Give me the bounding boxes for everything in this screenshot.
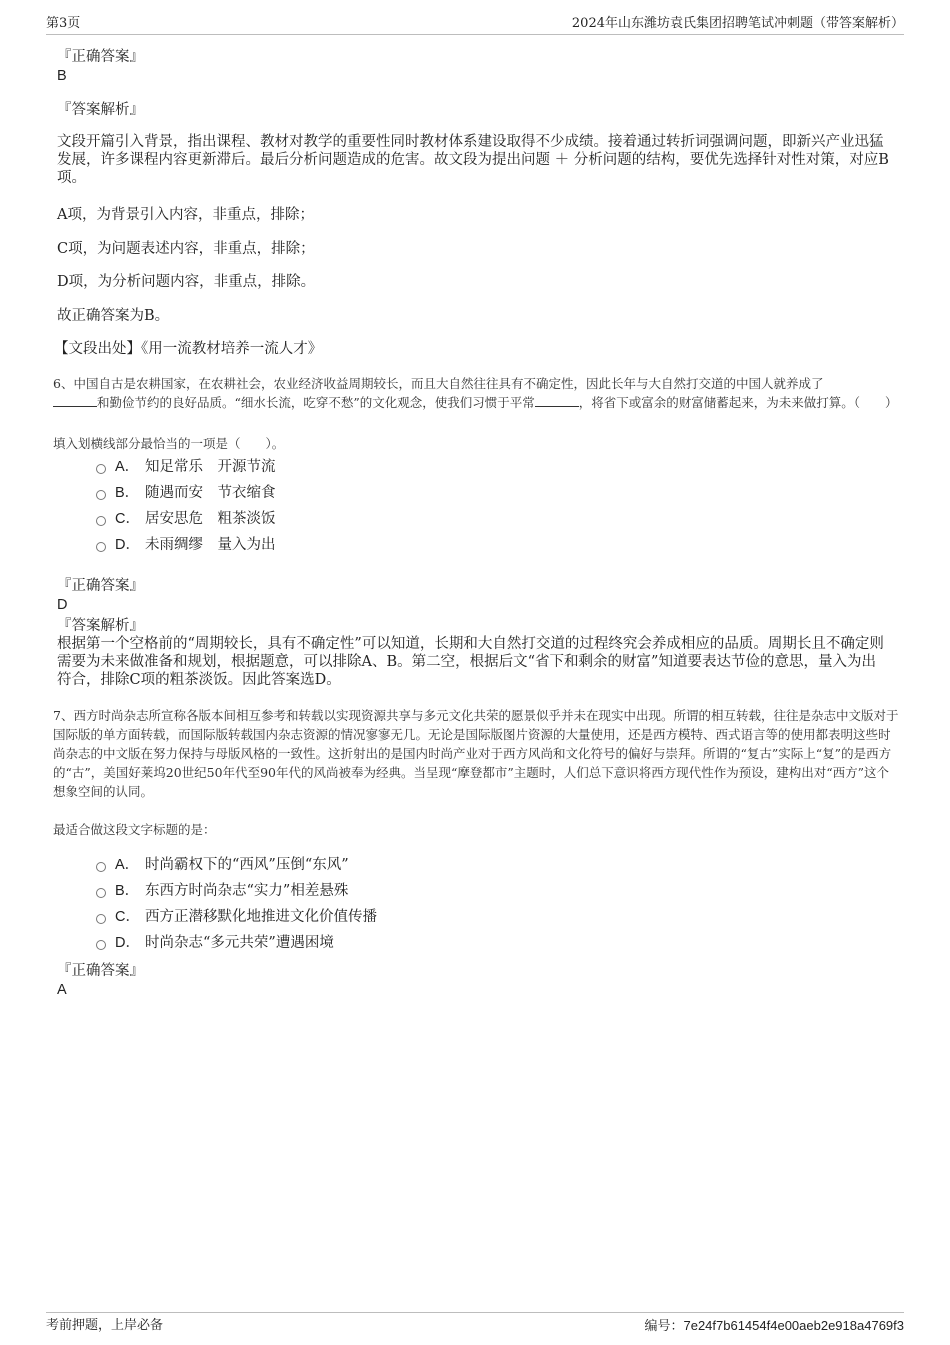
q6-analysis-text: 根据第一个空格前的“周期较长，具有不确定性”可以知道，长期和大自然打交道的过程终究会养成相应的品质。周期长且不确定则需要为未来做准备和规划，根据题意，可以排除A、B。第二空，根据后文“省下和剩余的财富”知道要表达节俭的意思，量入为出符合，排除C项的粗茶淡饭。因此答案选D。 xyxy=(57,636,884,688)
footer-code xyxy=(644,1315,904,1338)
q6-answer: D xyxy=(57,597,68,613)
option-letter: A． xyxy=(115,857,140,873)
q6-option-b[interactable] xyxy=(96,480,796,506)
radio-icon[interactable] xyxy=(96,888,106,898)
q7-stem: 7、西方时尚杂志所宣称各版本间相互参考和转载以实现资源共享与多元文化共荣的愿景似乎并未在现实中出现。所谓的相互转载，往往是杂志中文版对于国际版的单方面转载，而国际版转载国内杂志资源的情况寥寥无几。无论是国际版图片资源的大量使用，还是西方模特、西式语言等的使用都表明这些时尚杂志的中文版在努力保持与母版风格的一致性。这折射出的是国内时尚产业对于西方风尚和文化符号的偏好与崇拜。所谓的“复古”实际上“复”的是西方的“古”，美国好莱坞20世纪50年代至90年代的风尚被奉为经典。当呈现“摩登都市”主题时，人们总下意识将西方现代性作为预设，建构出对“西方”这个想象空间的认同。 xyxy=(53,708,899,799)
radio-icon[interactable] xyxy=(96,516,106,526)
q6-stem xyxy=(53,374,903,412)
page-footer xyxy=(46,1312,904,1335)
option-letter: B． xyxy=(115,485,140,501)
q6-blank-1 xyxy=(53,394,97,407)
radio-icon[interactable] xyxy=(96,542,106,552)
q5-analysis-option-c: C项，为问题表述内容，非重点，排除； xyxy=(57,241,315,257)
q6-option-d[interactable] xyxy=(96,532,796,558)
q6-correct-answer-label: 『正确答案』 xyxy=(57,578,144,594)
option-letter: D． xyxy=(115,537,140,553)
option-letter: D． xyxy=(115,935,140,951)
q7-option-a[interactable] xyxy=(96,852,796,878)
radio-icon[interactable] xyxy=(96,914,106,924)
option-letter: A． xyxy=(115,459,140,475)
q7-instruction: 最适合做这段文字标题的是： xyxy=(53,822,216,837)
option-text: 东西方时尚杂志“实力”相差悬殊 xyxy=(145,883,349,899)
q7-options xyxy=(96,852,796,956)
q5-correct-answer-label: 『正确答案』 xyxy=(57,49,144,65)
option-text: 知足常乐 开源节流 xyxy=(145,459,276,475)
q6-option-c[interactable] xyxy=(96,506,796,532)
q6-analysis-label: 『答案解析』 xyxy=(57,618,144,634)
q6-instruction: 填入划横线部分最恰当的一项是（ ）。 xyxy=(53,436,285,451)
q5-source: 【文段出处】《用一流教材培养一流人才》 xyxy=(54,341,323,357)
page-number: 第3页 xyxy=(46,16,81,31)
radio-icon[interactable] xyxy=(96,862,106,872)
option-letter: B． xyxy=(115,883,140,899)
option-text: 时尚霸权下的“西风”压倒“东风” xyxy=(145,857,349,873)
document-title: 2024年山东潍坊袁氏集团招聘笔试冲刺题（带答案解析） xyxy=(571,16,904,31)
option-text: 未雨绸缪 量入为出 xyxy=(145,537,276,553)
footer-slogan: 考前押题，上岸必备 xyxy=(46,1318,164,1333)
q7-correct-answer-label: 『正确答案』 xyxy=(57,963,144,979)
footer-code-value: 7e24f7b61454f4e00aeb2e918a4769f3 xyxy=(683,1318,904,1333)
q5-answer: B xyxy=(57,68,67,84)
q6-blank-2 xyxy=(535,394,579,407)
option-letter: C． xyxy=(115,511,140,527)
option-text: 时尚杂志“多元共荣”遭遇困境 xyxy=(145,935,334,951)
q5-analysis-text: 文段开篇引入背景，指出课程、教材对教学的重要性同时教材体系建设取得不少成绩。接着通过转折词强调问题，即新兴产业迅猛发展，许多课程内容更新滞后。最后分析问题造成的危害。故文段为提出问题 ＋ 分析问题的结构，要优先选择针对性对策，对应B项。 xyxy=(57,134,889,186)
q6-stem-part1: 6、中国自古是农耕国家，在农耕社会，农业经济收益周期较长，而且大自然往往具有不确定性，因此长年与大自然打交道的中国人就养成了 xyxy=(53,376,824,391)
page-header xyxy=(46,14,904,35)
q6-options xyxy=(96,454,796,558)
radio-icon[interactable] xyxy=(96,464,106,474)
q6-stem-part3: ，将省下或富余的财富储蓄起来，为未来做打算。（ ） xyxy=(578,395,898,410)
q7-option-b[interactable] xyxy=(96,878,796,904)
radio-icon[interactable] xyxy=(96,940,106,950)
q5-analysis-option-d: D项，为分析问题内容，非重点，排除。 xyxy=(57,274,316,290)
q7-option-c[interactable] xyxy=(96,904,796,930)
q7-option-d[interactable] xyxy=(96,930,796,956)
footer-code-label: 编号： xyxy=(644,1319,684,1334)
q5-analysis-option-a: A项，为背景引入内容，非重点，排除； xyxy=(57,207,314,223)
option-letter: C． xyxy=(115,909,140,925)
q5-analysis-label: 『答案解析』 xyxy=(57,102,144,118)
q5-conclusion: 故正确答案为B。 xyxy=(57,308,170,324)
option-text: 西方正潜移默化地推进文化价值传播 xyxy=(145,909,377,925)
radio-icon[interactable] xyxy=(96,490,106,500)
q7-answer: A xyxy=(57,982,67,998)
option-text: 居安思危 粗茶淡饭 xyxy=(145,511,276,527)
q6-option-a[interactable] xyxy=(96,454,796,480)
option-text: 随遇而安 节衣缩食 xyxy=(145,485,276,501)
q6-stem-part2: 和勤俭节约的良好品质。“细水长流，吃穿不愁”的文化观念，使我们习惯于平常 xyxy=(97,395,535,410)
